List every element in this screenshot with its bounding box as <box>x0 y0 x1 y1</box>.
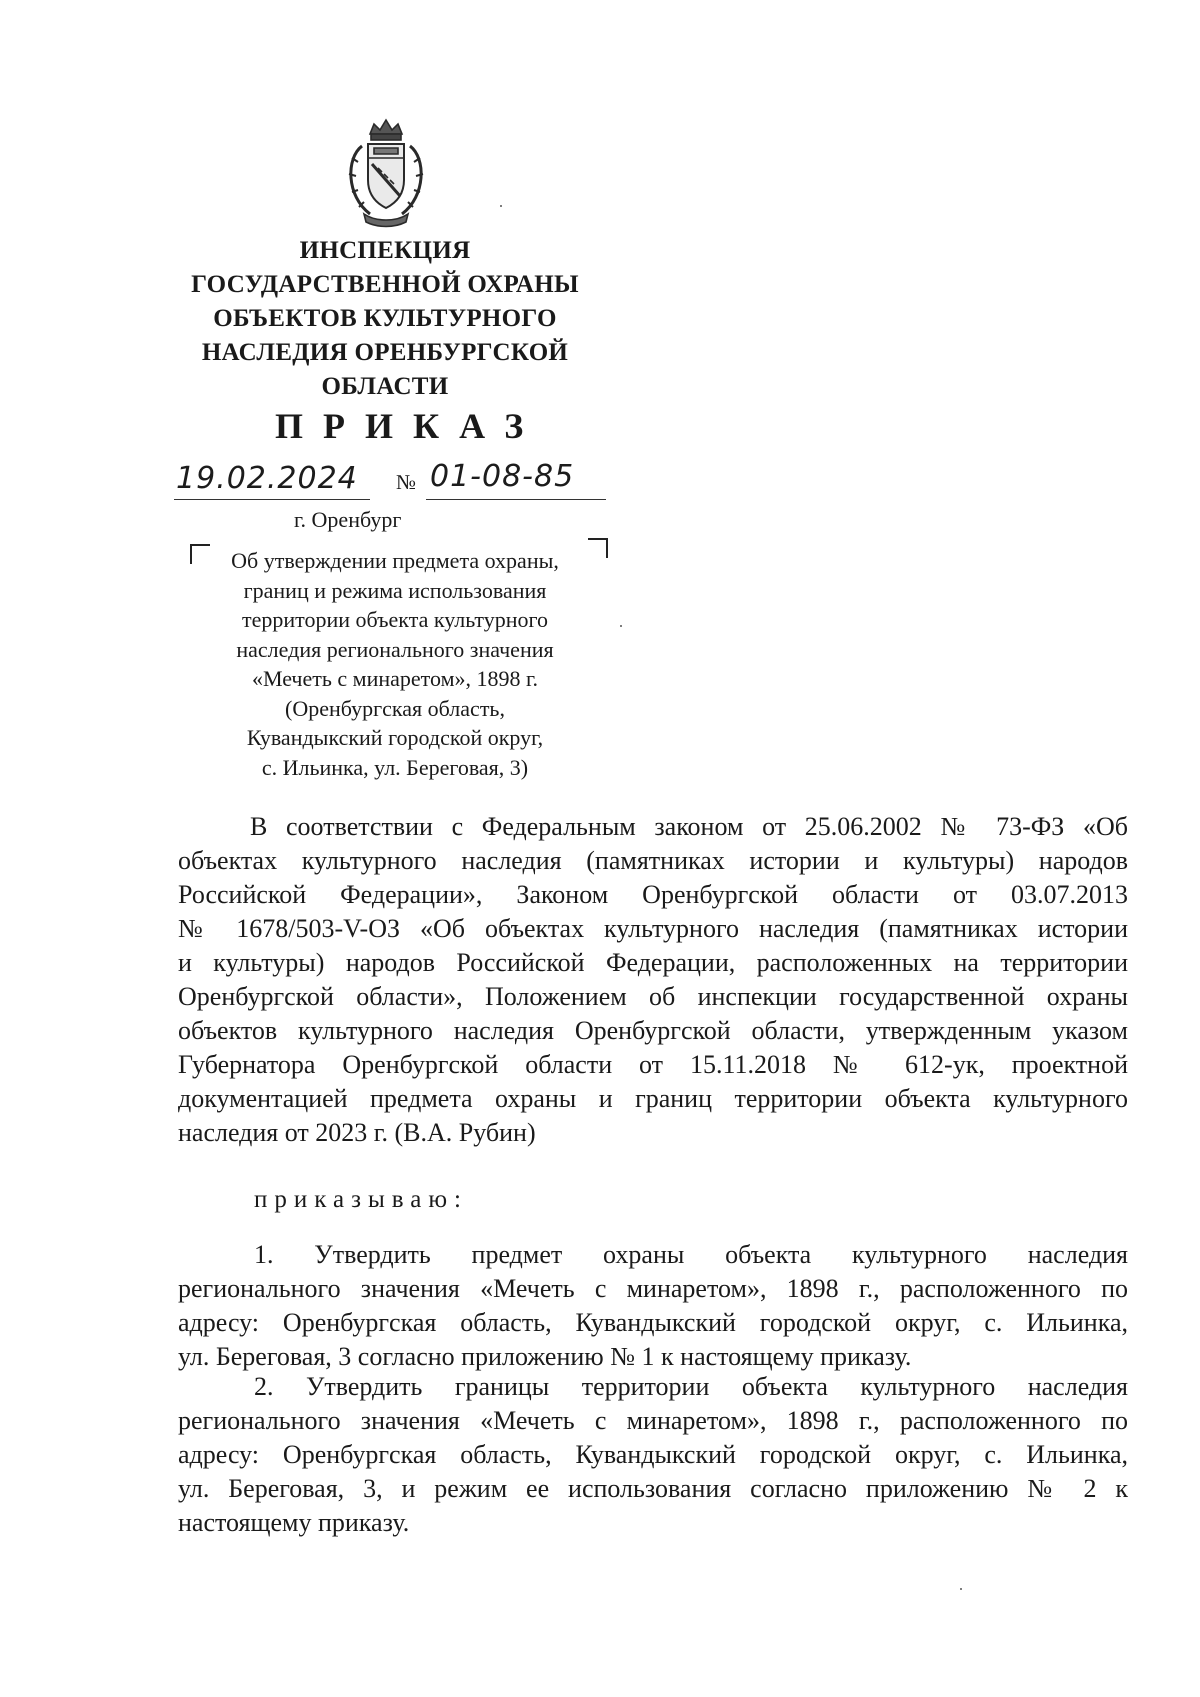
preamble-line: В соответствии с Федеральным законом от 25.06.2002 № 73-ФЗ «Об <box>250 812 1128 841</box>
subject-line: Об утверждении предмета охраны, <box>231 548 559 573</box>
preamble-line: Губернатора Оренбургской области от 15.11.2018 № 612-ук, проектной <box>178 1050 1128 1079</box>
subject-line: Кувандыкский городской округ, <box>246 725 544 750</box>
org-line: ГОСУДАРСТВЕННОЙ ОХРАНЫ <box>191 271 579 298</box>
preamble-line: документацией предмета охраны и границ территории объекта культурного <box>178 1084 1128 1113</box>
scan-speck <box>500 205 502 207</box>
handwritten-date: 19.02.2024 <box>176 461 358 496</box>
handwritten-number: 01-08-85 <box>430 459 575 494</box>
org-line: ОБЛАСТИ <box>321 373 449 400</box>
preamble-line: объектах культурного наследия (памятниках истории и культуры) народов <box>178 846 1128 875</box>
number-underline <box>426 499 606 500</box>
org-line: ОБЪЕКТОВ КУЛЬТУРНОГО <box>213 305 557 332</box>
city: г. Оренбург <box>294 507 402 532</box>
preamble-line: наследия от 2023 г. (В.А. Рубин) <box>178 1118 536 1147</box>
order-word: приказываю: <box>254 1186 468 1213</box>
order-item-2 <box>178 1370 1128 1540</box>
number-sign: № <box>396 470 417 494</box>
subject-line: с. Ильинка, ул. Береговая, 3) <box>261 754 529 780</box>
organization-name <box>160 234 610 404</box>
item-line: ул. Береговая, 3 согласно приложению № 1 к настоящему приказу. <box>178 1342 912 1371</box>
subject-line: «Мечеть с минаретом», 1898 г. <box>251 666 539 691</box>
subject-line: границ и режима использования <box>243 577 547 603</box>
org-line: НАСЛЕДИЯ ОРЕНБУРГСКОЙ <box>201 339 569 366</box>
document-type-title: ПРИКАЗ <box>275 406 544 446</box>
coat-of-arms-icon <box>340 118 432 228</box>
item-line: адресу: Оренбургская область, Кувандыкский городской округ, с. Ильинка, <box>178 1440 1128 1469</box>
preamble-line: Оренбургской области», Положением об инспекции государственной охраны <box>178 982 1128 1011</box>
item-line: регионального значения «Мечеть с минаретом», 1898 г., расположенного по <box>178 1406 1128 1435</box>
preamble-paragraph <box>178 810 1128 1150</box>
subject-line: территории объекта культурного <box>241 607 548 632</box>
preamble-line: Российской Федерации», Законом Оренбургской области от 03.07.2013 <box>178 880 1128 909</box>
org-line: ИНСПЕКЦИЯ <box>299 237 471 264</box>
subject-line: (Оренбургская область, <box>285 695 505 721</box>
item-line: 1. Утвердить предмет охраны объекта культурного наследия <box>254 1240 1128 1269</box>
scan-speck <box>960 1588 962 1590</box>
preamble-line: и культуры) народов Российской Федерации, расположенных на территории <box>178 948 1128 977</box>
subject-line: наследия регионального значения <box>236 636 554 662</box>
item-line: 2. Утвердить границы территории объекта культурного наследия <box>254 1372 1128 1401</box>
item-line: настоящему приказу. <box>178 1508 410 1537</box>
subject-block <box>200 546 590 782</box>
preamble-line: № 1678/503-V-ОЗ «Об объектах культурного наследия (памятниках истории <box>178 914 1128 943</box>
date-underline <box>174 499 370 500</box>
item-line: ул. Береговая, 3, и режим ее использования согласно приложению № 2 к <box>178 1474 1128 1503</box>
order-item-1 <box>178 1238 1128 1374</box>
item-line: адресу: Оренбургская область, Кувандыкский городской округ, с. Ильинка, <box>178 1308 1128 1337</box>
item-line: регионального значения «Мечеть с минаретом», 1898 г., расположенного по <box>178 1274 1128 1303</box>
subject-bracket-right <box>588 538 608 558</box>
scan-speck <box>620 625 622 627</box>
preamble-line: объектов культурного наследия Оренбургской области, утвержденным указом <box>178 1016 1128 1045</box>
